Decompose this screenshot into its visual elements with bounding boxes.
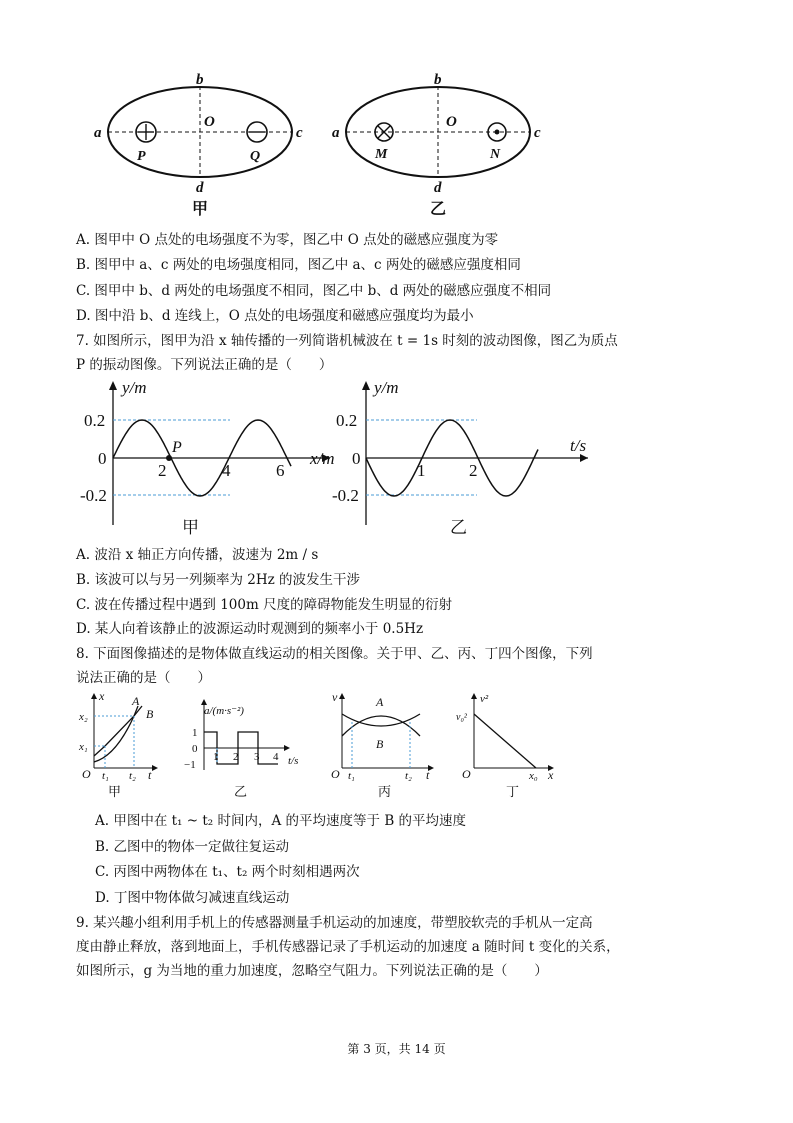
- label-t1: t₁: [348, 770, 355, 782]
- caption-jia: 甲: [108, 784, 122, 799]
- tick-y-neg0.2: -0.2: [332, 486, 359, 505]
- axis-label-x: x/m: [310, 449, 335, 468]
- figure-q8-bing: [331, 690, 434, 799]
- q8-option-a: A. 甲图中在 t₁ ~ t₂ 时间内，A 的平均速度等于 B 的平均速度: [95, 813, 467, 829]
- axis-label-y: y/m: [374, 378, 399, 397]
- q6-option-b: B. 图甲中 a、c 两处的电场强度相同，图乙中 a、c 两处的磁感应强度相同: [76, 257, 521, 273]
- axis-label-y: y/m: [122, 378, 147, 397]
- tick-a-0: 0: [192, 743, 198, 755]
- page-footer: 第 3 页，共 14 页: [347, 1042, 446, 1056]
- tick-x-2: 2: [158, 461, 167, 480]
- tick-y-0: 0: [352, 449, 361, 468]
- tick-a-neg1: −1: [184, 759, 196, 771]
- axis-label-t: t/s: [570, 436, 587, 455]
- q8-stem-line2: 说法正确的是（ ）: [76, 670, 211, 686]
- q9-line1: 9. 某兴趣小组利用手机上的传感器测量手机运动的加速度，带塑胶软壳的手机从一定高: [76, 915, 593, 931]
- label-O: O: [204, 114, 215, 130]
- label-a: a: [94, 125, 102, 141]
- q7-stem-line2: P 的振动图像。下列说法正确的是（ ）: [76, 357, 333, 373]
- caption-bing: 丙: [378, 784, 392, 799]
- q7-stem-line1: 7. 如图所示，图甲为沿 x 轴传播的一列简谐机械波在 t = 1s 时刻的波动图像，图乙为质点: [76, 333, 618, 349]
- label-O: O: [446, 114, 457, 130]
- tick-x-4: 4: [222, 461, 231, 480]
- figure-q7-left: [80, 378, 335, 537]
- q7-option-b: B. 该波可以与另一列频率为 2Hz 的波发生干涉: [76, 572, 361, 588]
- caption-yi: 乙: [430, 201, 447, 218]
- q8-option-b: B. 乙图中的物体一定做往复运动: [95, 839, 290, 855]
- figure-q6-left: [94, 72, 303, 218]
- label-B: B: [376, 737, 384, 751]
- q6-option-c: C. 图甲中 b、d 两处的电场强度不相同，图乙中 b、d 两处的磁感应强度不相同: [76, 283, 552, 299]
- label-P: P: [137, 149, 146, 164]
- label-M: M: [375, 147, 388, 162]
- label-t: t: [426, 768, 430, 782]
- q7-option-c: C. 波在传播过程中遇到 100m 尺度的障碍物能发生明显的衍射: [76, 597, 453, 613]
- label-b: b: [196, 72, 204, 88]
- q6-option-a: A. 图甲中 O 点处的电场强度不为零，图乙中 O 点处的磁感应强度为零: [76, 232, 499, 248]
- figure-q8-yi: [184, 699, 298, 799]
- point-P: P: [172, 439, 182, 456]
- tick-y-0.2: 0.2: [84, 411, 106, 430]
- label-O: O: [462, 767, 471, 781]
- caption-jia: 甲: [182, 518, 199, 537]
- tick-x-6: 6: [276, 461, 285, 480]
- tick-y-0: 0: [98, 449, 107, 468]
- label-c: c: [296, 125, 303, 141]
- q8-option-c: C. 丙图中两物体在 t₁、t₂ 两个时刻相遇两次: [95, 864, 360, 880]
- caption-yi: 乙: [234, 784, 248, 799]
- label-x: x: [548, 768, 554, 782]
- label-x: x: [99, 689, 105, 703]
- label-d: d: [434, 180, 442, 196]
- caption-jia: 甲: [192, 201, 209, 218]
- figure-q8-jia: [78, 689, 158, 799]
- caption-yi: 乙: [450, 518, 467, 537]
- q7-option-a: A. 波沿 x 轴正方向传播，波速为 2m / s: [76, 547, 319, 563]
- label-t2: t₂: [405, 770, 412, 782]
- q8-stem-line1: 8. 下面图像描述的是物体做直线运动的相关图像。关于甲、乙、丙、丁四个图像，下列: [76, 646, 593, 662]
- tick-y-0.2: 0.2: [336, 411, 358, 430]
- tick-t-4: 4: [273, 751, 279, 763]
- label-t1: t₁: [102, 770, 109, 782]
- figure-q6: [80, 72, 580, 222]
- tick-y-neg0.2: -0.2: [80, 486, 107, 505]
- figure-q7-right: [332, 378, 588, 537]
- label-x2: x₂: [79, 711, 88, 723]
- label-x0: x₀: [529, 770, 538, 782]
- label-O: O: [331, 767, 340, 781]
- label-A: A: [132, 694, 140, 708]
- figure-q8: [76, 688, 566, 800]
- q9-line2: 度由静止释放，落到地面上，手机传感器记录了手机运动的加速度 a 随时间 t 变化的关系，: [76, 939, 620, 955]
- tick-t-3: 3: [254, 751, 260, 763]
- label-d: d: [196, 180, 204, 196]
- label-A: A: [376, 695, 384, 709]
- label-N: N: [490, 147, 501, 162]
- label-Q: Q: [250, 149, 261, 164]
- q9-line3: 如图所示，g 为当地的重力加速度，忽略空气阻力。下列说法正确的是（ ）: [76, 963, 548, 979]
- axis-label-a: a/(m·s⁻²): [204, 705, 244, 717]
- label-x1: x₁: [79, 741, 88, 753]
- tick-t-1: 1: [417, 461, 426, 480]
- label-O: O: [82, 767, 91, 781]
- figure-q6-right: [332, 72, 541, 218]
- label-B: B: [146, 707, 154, 721]
- label-a: a: [332, 125, 340, 141]
- axis-label-t: t/s: [288, 755, 299, 767]
- figure-q7: [80, 375, 600, 540]
- label-v0sq: v₀²: [456, 712, 467, 723]
- label-t: t: [148, 768, 152, 782]
- label-c: c: [534, 125, 541, 141]
- label-v2: v²: [480, 693, 489, 705]
- tick-t-1: 1: [213, 751, 219, 763]
- tick-a-1: 1: [192, 727, 198, 739]
- q7-option-d: D. 某人向着该静止的波源运动时观测到的频率小于 0.5Hz: [76, 621, 424, 637]
- tick-t-2: 2: [469, 461, 478, 480]
- caption-ding: 丁: [506, 784, 520, 799]
- label-t2: t₂: [129, 770, 136, 782]
- q8-option-d: D. 丁图中物体做匀减速直线运动: [95, 890, 290, 906]
- label-b: b: [434, 72, 442, 88]
- q6-option-d: D. 图中沿 b、d 连线上，O 点处的电场强度和磁感应强度均为最小: [76, 308, 474, 324]
- tick-t-2: 2: [233, 751, 239, 763]
- label-v: v: [332, 690, 338, 704]
- figure-q8-ding: [456, 693, 554, 799]
